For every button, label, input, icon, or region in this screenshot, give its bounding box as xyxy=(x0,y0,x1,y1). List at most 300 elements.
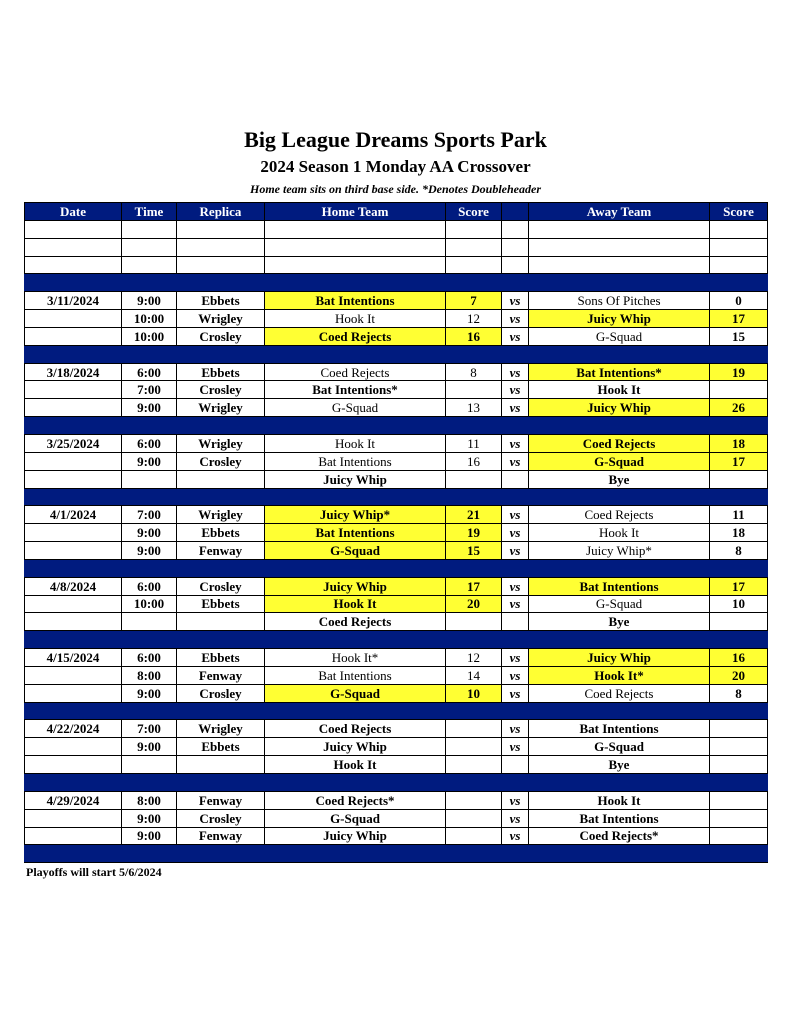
week-separator-row xyxy=(25,774,768,792)
away-score: 8 xyxy=(710,684,768,702)
game-row xyxy=(25,434,768,452)
home-team: Coed Rejects xyxy=(265,720,446,738)
separator-cell xyxy=(502,774,529,792)
game-date: 3/18/2024 xyxy=(25,363,122,381)
separator-cell xyxy=(265,488,446,506)
game-time: 10:00 xyxy=(122,310,177,328)
separator-cell xyxy=(446,559,502,577)
vs-label: vs xyxy=(502,577,529,595)
game-field: Ebbets xyxy=(177,524,265,542)
away-score xyxy=(710,809,768,827)
game-time: 9:00 xyxy=(122,292,177,310)
game-field: Crosley xyxy=(177,809,265,827)
game-time: 9:00 xyxy=(122,738,177,756)
away-team: Coed Rejects xyxy=(529,684,710,702)
game-field: Ebbets xyxy=(177,595,265,613)
home-team: Bat Intentions xyxy=(265,666,446,684)
separator-cell xyxy=(529,274,710,292)
away-team: Bat Intentions xyxy=(529,720,710,738)
separator-cell xyxy=(177,345,265,363)
separator-cell xyxy=(265,845,446,863)
home-team: Juicy Whip xyxy=(265,470,446,488)
home-team: Hook It xyxy=(265,756,446,774)
game-time: 10:00 xyxy=(122,327,177,345)
separator-cell xyxy=(529,345,710,363)
away-score: 8 xyxy=(710,542,768,560)
home-score xyxy=(446,827,502,845)
column-header-replica: Replica xyxy=(177,203,265,221)
game-field: Wrigley xyxy=(177,720,265,738)
game-field: Fenway xyxy=(177,542,265,560)
away-score: 11 xyxy=(710,506,768,524)
vs-label: vs xyxy=(502,452,529,470)
game-date xyxy=(25,756,122,774)
separator-cell xyxy=(177,417,265,435)
game-row xyxy=(25,720,768,738)
separator-cell xyxy=(529,702,710,720)
game-field: Crosley xyxy=(177,577,265,595)
away-team: Hook It xyxy=(529,381,710,399)
vs-label xyxy=(502,613,529,631)
home-score xyxy=(446,470,502,488)
vs-label: vs xyxy=(502,791,529,809)
away-score: 10 xyxy=(710,595,768,613)
home-team: Coed Rejects xyxy=(265,363,446,381)
game-field: Ebbets xyxy=(177,649,265,667)
game-date xyxy=(25,399,122,417)
game-date xyxy=(25,827,122,845)
separator-cell xyxy=(502,559,529,577)
vs-label: vs xyxy=(502,649,529,667)
home-team: G-Squad xyxy=(265,684,446,702)
page-title: Big League Dreams Sports Park xyxy=(244,127,547,152)
game-row xyxy=(25,381,768,399)
game-time: 8:00 xyxy=(122,791,177,809)
separator-cell xyxy=(529,631,710,649)
game-row xyxy=(25,649,768,667)
home-team: Bat Intentions xyxy=(265,452,446,470)
game-time: 9:00 xyxy=(122,399,177,417)
game-time xyxy=(122,756,177,774)
separator-cell xyxy=(265,774,446,792)
game-field: Crosley xyxy=(177,452,265,470)
game-time xyxy=(122,613,177,631)
away-team: Hook It xyxy=(529,791,710,809)
away-score: 17 xyxy=(710,452,768,470)
home-team: Hook It* xyxy=(265,649,446,667)
column-header-home-score: Score xyxy=(446,203,502,221)
game-field: Fenway xyxy=(177,827,265,845)
schedule-body xyxy=(25,220,768,862)
separator-cell xyxy=(122,559,177,577)
game-field: Wrigley xyxy=(177,310,265,328)
away-team: Coed Rejects xyxy=(529,506,710,524)
column-header-away-score: Score xyxy=(710,203,768,221)
separator-cell xyxy=(265,417,446,435)
game-time: 7:00 xyxy=(122,506,177,524)
separator-cell xyxy=(502,702,529,720)
home-score: 8 xyxy=(446,363,502,381)
away-score: 18 xyxy=(710,524,768,542)
game-time: 6:00 xyxy=(122,577,177,595)
game-date: 4/15/2024 xyxy=(25,649,122,667)
separator-cell xyxy=(502,845,529,863)
separator-cell xyxy=(25,417,122,435)
home-team: Hook It xyxy=(265,595,446,613)
game-date xyxy=(25,666,122,684)
game-date xyxy=(25,684,122,702)
vs-label xyxy=(502,470,529,488)
home-score xyxy=(446,756,502,774)
home-score: 15 xyxy=(446,542,502,560)
game-row xyxy=(25,684,768,702)
separator-cell xyxy=(177,774,265,792)
vs-label: vs xyxy=(502,684,529,702)
separator-cell xyxy=(177,631,265,649)
column-header-vs xyxy=(502,203,529,221)
away-team: Juicy Whip xyxy=(529,649,710,667)
separator-cell xyxy=(446,345,502,363)
away-team: Juicy Whip* xyxy=(529,542,710,560)
game-row xyxy=(25,524,768,542)
away-score xyxy=(710,738,768,756)
playoffs-note: Playoffs will start 5/6/2024 xyxy=(26,865,162,879)
separator-cell xyxy=(502,417,529,435)
game-date xyxy=(25,524,122,542)
away-team: G-Squad xyxy=(529,327,710,345)
separator-cell xyxy=(177,559,265,577)
away-team: G-Squad xyxy=(529,738,710,756)
game-field: Crosley xyxy=(177,327,265,345)
home-team: G-Squad xyxy=(265,542,446,560)
separator-cell xyxy=(446,774,502,792)
separator-cell xyxy=(529,417,710,435)
week-separator-row xyxy=(25,488,768,506)
home-score: 20 xyxy=(446,595,502,613)
home-team: Bat Intentions xyxy=(265,524,446,542)
game-date xyxy=(25,327,122,345)
vs-label: vs xyxy=(502,399,529,417)
separator-cell xyxy=(265,702,446,720)
header-note: Home team sits on third base side. *Denotes Doubleheader xyxy=(250,182,541,196)
game-date: 4/22/2024 xyxy=(25,720,122,738)
game-date xyxy=(25,381,122,399)
separator-cell xyxy=(710,631,768,649)
separator-cell xyxy=(710,417,768,435)
game-field: Wrigley xyxy=(177,399,265,417)
home-team: Coed Rejects* xyxy=(265,791,446,809)
week-separator-row xyxy=(25,631,768,649)
game-time: 6:00 xyxy=(122,434,177,452)
home-team: Juicy Whip* xyxy=(265,506,446,524)
home-score: 11 xyxy=(446,434,502,452)
home-score xyxy=(446,791,502,809)
away-score: 16 xyxy=(710,649,768,667)
home-score: 21 xyxy=(446,506,502,524)
away-score: 18 xyxy=(710,434,768,452)
away-score xyxy=(710,720,768,738)
separator-cell xyxy=(446,631,502,649)
week-separator-row xyxy=(25,559,768,577)
column-header-home-team: Home Team xyxy=(265,203,446,221)
vs-label: vs xyxy=(502,524,529,542)
game-field xyxy=(177,613,265,631)
away-team: Sons Of Pitches xyxy=(529,292,710,310)
away-team: Coed Rejects* xyxy=(529,827,710,845)
separator-cell xyxy=(25,702,122,720)
separator-cell xyxy=(177,845,265,863)
game-field: Wrigley xyxy=(177,506,265,524)
separator-cell xyxy=(177,274,265,292)
separator-cell xyxy=(265,345,446,363)
separator-cell xyxy=(122,274,177,292)
home-team: Juicy Whip xyxy=(265,827,446,845)
home-team: Bat Intentions xyxy=(265,292,446,310)
separator-cell xyxy=(177,702,265,720)
away-team: Bye xyxy=(529,756,710,774)
home-team: G-Squad xyxy=(265,809,446,827)
separator-cell xyxy=(529,774,710,792)
game-time: 9:00 xyxy=(122,684,177,702)
game-field: Ebbets xyxy=(177,292,265,310)
separator-cell xyxy=(502,488,529,506)
vs-label: vs xyxy=(502,434,529,452)
game-date: 3/25/2024 xyxy=(25,434,122,452)
separator-cell xyxy=(122,417,177,435)
separator-cell xyxy=(122,488,177,506)
game-field: Crosley xyxy=(177,684,265,702)
game-row xyxy=(25,452,768,470)
separator-cell xyxy=(529,559,710,577)
away-team: Bye xyxy=(529,470,710,488)
column-header-date: Date xyxy=(25,203,122,221)
game-row xyxy=(25,363,768,381)
game-time: 9:00 xyxy=(122,452,177,470)
separator-cell xyxy=(502,631,529,649)
separator-cell xyxy=(25,559,122,577)
away-team: G-Squad xyxy=(529,595,710,613)
away-team: Juicy Whip xyxy=(529,399,710,417)
game-time: 9:00 xyxy=(122,809,177,827)
home-score: 12 xyxy=(446,310,502,328)
home-team: Juicy Whip xyxy=(265,738,446,756)
blank-row xyxy=(25,238,768,256)
home-team: Hook It xyxy=(265,434,446,452)
vs-label: vs xyxy=(502,666,529,684)
away-score: 17 xyxy=(710,577,768,595)
vs-label: vs xyxy=(502,310,529,328)
game-date: 4/1/2024 xyxy=(25,506,122,524)
game-date: 4/8/2024 xyxy=(25,577,122,595)
page-subtitle: 2024 Season 1 Monday AA Crossover xyxy=(260,157,531,176)
separator-cell xyxy=(122,845,177,863)
away-team: G-Squad xyxy=(529,452,710,470)
away-score: 19 xyxy=(710,363,768,381)
away-team: Juicy Whip xyxy=(529,310,710,328)
game-row xyxy=(25,738,768,756)
away-score xyxy=(710,613,768,631)
column-header-away-team: Away Team xyxy=(529,203,710,221)
game-date xyxy=(25,542,122,560)
separator-cell xyxy=(529,845,710,863)
game-row xyxy=(25,827,768,845)
home-team: Coed Rejects xyxy=(265,613,446,631)
separator-cell xyxy=(710,488,768,506)
week-separator-row xyxy=(25,417,768,435)
week-separator-row xyxy=(25,845,768,863)
separator-cell xyxy=(529,488,710,506)
vs-label: vs xyxy=(502,738,529,756)
vs-label: vs xyxy=(502,720,529,738)
column-header-time: Time xyxy=(122,203,177,221)
game-field: Wrigley xyxy=(177,434,265,452)
away-team: Hook It xyxy=(529,524,710,542)
home-team: G-Squad xyxy=(265,399,446,417)
game-date: 4/29/2024 xyxy=(25,791,122,809)
vs-label: vs xyxy=(502,809,529,827)
blank-row xyxy=(25,256,768,274)
separator-cell xyxy=(122,774,177,792)
home-score: 16 xyxy=(446,452,502,470)
separator-cell xyxy=(265,631,446,649)
game-date xyxy=(25,809,122,827)
game-date xyxy=(25,310,122,328)
separator-cell xyxy=(446,488,502,506)
game-row xyxy=(25,310,768,328)
home-team: Coed Rejects xyxy=(265,327,446,345)
home-score: 19 xyxy=(446,524,502,542)
game-row xyxy=(25,595,768,613)
away-team: Bye xyxy=(529,613,710,631)
game-row xyxy=(25,613,768,631)
vs-label: vs xyxy=(502,542,529,560)
home-team: Hook It xyxy=(265,310,446,328)
home-team: Bat Intentions* xyxy=(265,381,446,399)
separator-cell xyxy=(122,345,177,363)
away-score: 20 xyxy=(710,666,768,684)
separator-cell xyxy=(502,274,529,292)
vs-label: vs xyxy=(502,827,529,845)
separator-cell xyxy=(177,488,265,506)
home-score: 10 xyxy=(446,684,502,702)
game-row xyxy=(25,666,768,684)
game-row xyxy=(25,399,768,417)
home-score: 13 xyxy=(446,399,502,417)
away-score xyxy=(710,381,768,399)
home-score: 16 xyxy=(446,327,502,345)
separator-cell xyxy=(25,774,122,792)
separator-cell xyxy=(122,631,177,649)
away-team: Hook It* xyxy=(529,666,710,684)
game-date xyxy=(25,738,122,756)
separator-cell xyxy=(710,702,768,720)
separator-cell xyxy=(502,345,529,363)
game-row xyxy=(25,327,768,345)
separator-cell xyxy=(710,774,768,792)
separator-cell xyxy=(446,702,502,720)
game-row xyxy=(25,506,768,524)
away-score xyxy=(710,827,768,845)
game-time: 8:00 xyxy=(122,666,177,684)
game-time: 9:00 xyxy=(122,827,177,845)
away-score: 0 xyxy=(710,292,768,310)
game-date: 3/11/2024 xyxy=(25,292,122,310)
home-score xyxy=(446,613,502,631)
vs-label: vs xyxy=(502,363,529,381)
separator-cell xyxy=(25,631,122,649)
home-score: 7 xyxy=(446,292,502,310)
game-time: 6:00 xyxy=(122,649,177,667)
game-field: Crosley xyxy=(177,381,265,399)
home-score: 14 xyxy=(446,666,502,684)
away-score xyxy=(710,470,768,488)
separator-cell xyxy=(122,702,177,720)
game-date xyxy=(25,452,122,470)
vs-label: vs xyxy=(502,327,529,345)
game-field xyxy=(177,470,265,488)
game-date xyxy=(25,613,122,631)
home-score xyxy=(446,738,502,756)
game-row xyxy=(25,791,768,809)
week-separator-row xyxy=(25,702,768,720)
game-field: Fenway xyxy=(177,791,265,809)
separator-cell xyxy=(446,845,502,863)
separator-cell xyxy=(265,274,446,292)
game-time xyxy=(122,470,177,488)
game-row xyxy=(25,577,768,595)
game-field: Ebbets xyxy=(177,363,265,381)
separator-cell xyxy=(710,845,768,863)
week-separator-row xyxy=(25,274,768,292)
separator-cell xyxy=(25,345,122,363)
away-team: Bat Intentions xyxy=(529,809,710,827)
game-date xyxy=(25,595,122,613)
game-time: 6:00 xyxy=(122,363,177,381)
separator-cell xyxy=(446,417,502,435)
game-row xyxy=(25,292,768,310)
home-score xyxy=(446,809,502,827)
away-team: Coed Rejects xyxy=(529,434,710,452)
away-score: 15 xyxy=(710,327,768,345)
game-time: 9:00 xyxy=(122,542,177,560)
away-score: 26 xyxy=(710,399,768,417)
away-team: Bat Intentions xyxy=(529,577,710,595)
header-row xyxy=(25,203,768,221)
vs-label: vs xyxy=(502,292,529,310)
vs-label: vs xyxy=(502,381,529,399)
separator-cell xyxy=(25,274,122,292)
vs-label xyxy=(502,756,529,774)
game-field: Fenway xyxy=(177,666,265,684)
home-team: Juicy Whip xyxy=(265,577,446,595)
away-score xyxy=(710,791,768,809)
game-row xyxy=(25,470,768,488)
game-field xyxy=(177,756,265,774)
game-time: 7:00 xyxy=(122,720,177,738)
away-score xyxy=(710,756,768,774)
separator-cell xyxy=(446,274,502,292)
separator-cell xyxy=(710,559,768,577)
away-score: 17 xyxy=(710,310,768,328)
separator-cell xyxy=(710,274,768,292)
game-time: 10:00 xyxy=(122,595,177,613)
game-time: 9:00 xyxy=(122,524,177,542)
separator-cell xyxy=(710,345,768,363)
separator-cell xyxy=(25,488,122,506)
game-field: Ebbets xyxy=(177,738,265,756)
schedule-table xyxy=(24,202,768,863)
home-score xyxy=(446,381,502,399)
